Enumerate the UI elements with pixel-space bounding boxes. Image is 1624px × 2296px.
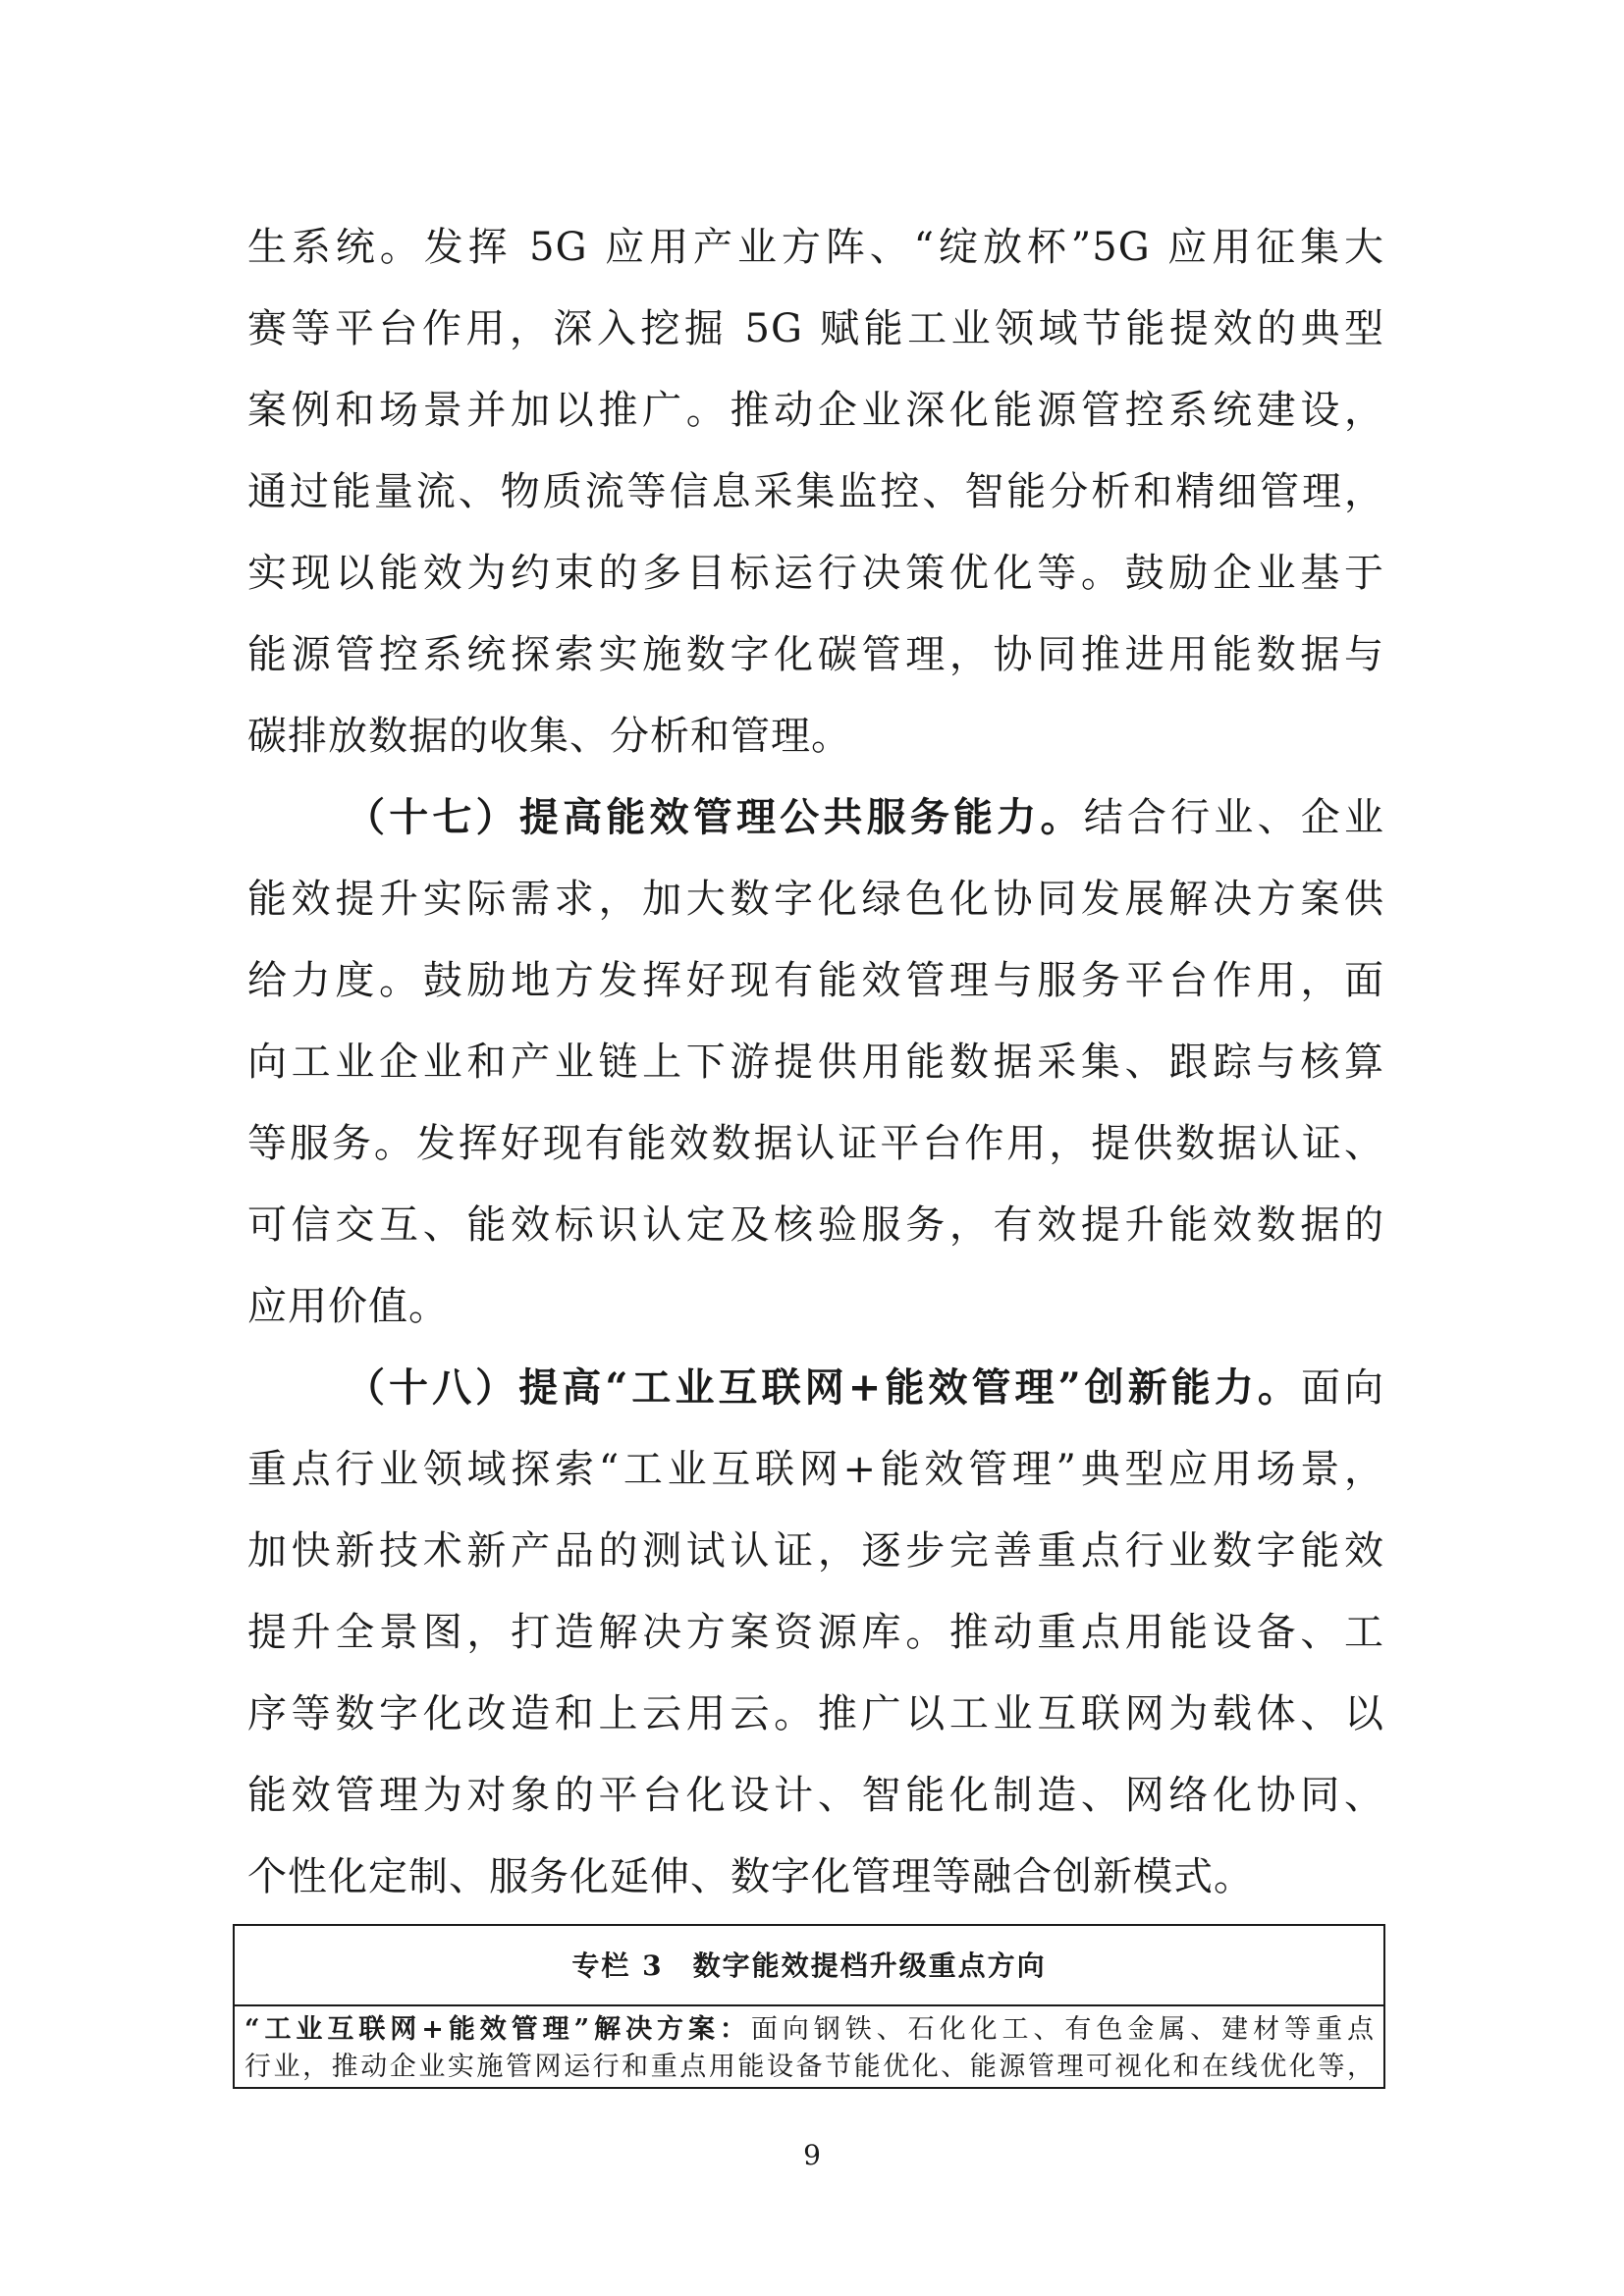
special-column-title: 专栏 3 数字能效提档升级重点方向: [235, 1926, 1383, 2006]
paragraph-1-line-2: 赛等平台作用，深入挖掘 5G 赋能工业领域节能提效的典型: [247, 306, 1384, 351]
special-column-line-1: [244, 2010, 1374, 2050]
paragraph-2-line-4: 向工业企业和产业链上下游提供用能数据采集、跟踪与核算: [247, 1040, 1384, 1085]
paragraph-2-line-3: 给力度。鼓励地方发挥好现有能效管理与服务平台作用，面: [247, 958, 1384, 1003]
section-17-first-line-text: 结合行业、企业: [1083, 795, 1385, 840]
paragraph-2-line-7: 应用价值。: [247, 1284, 449, 1329]
section-18-first-line-text: 面向: [1300, 1365, 1385, 1411]
special-column-item-heading: “工业互联网+能效管理”解决方案：: [244, 2014, 751, 2045]
page-number: 9: [803, 2139, 821, 2171]
paragraph-2-line-2: 能效提升实际需求，加大数字化绿色化协同发展解决方案供: [247, 877, 1384, 922]
paragraph-1-line-6: 能源管控系统探索实施数字化碳管理，协同推进用能数据与: [247, 632, 1384, 677]
paragraph-3-line-1: [346, 1359, 1384, 1417]
special-column-line-2: 行业，推动企业实施管网运行和重点用能设备节能优化、能源管理可视化和在线优化等，: [244, 2052, 1374, 2082]
paragraph-3-line-7: 个性化定制、服务化延伸、数字化管理等融合创新模式。: [247, 1854, 1254, 1899]
section-18-heading: （十八）提高“工业互联网+能效管理”创新能力。: [346, 1364, 1301, 1411]
section-17-heading: （十七）提高能效管理公共服务能力。: [346, 794, 1084, 840]
paragraph-3-line-3: 加快新技术新产品的测试认证，逐步完善重点行业数字能效: [247, 1528, 1384, 1574]
paragraph-1-line-3: 案例和场景并加以推广。推动企业深化能源管控系统建设，: [247, 388, 1384, 433]
paragraph-3-line-5: 序等数字化改造和上云用云。推广以工业互联网为载体、以: [247, 1691, 1384, 1736]
paragraph-2-line-1: [346, 788, 1384, 847]
special-column-box: [233, 1924, 1385, 2089]
paragraph-1-line-1: 生系统。发挥 5G 应用产业方阵、“绽放杯”5G 应用征集大: [247, 225, 1384, 270]
paragraph-3-line-2: 重点行业领域探索“工业互联网+能效管理”典型应用场景，: [247, 1447, 1384, 1492]
paragraph-1-line-5: 实现以能效为约束的多目标运行决策优化等。鼓励企业基于: [247, 551, 1384, 596]
paragraph-2-line-5: 等服务。发挥好现有能效数据认证平台作用，提供数据认证、: [247, 1121, 1384, 1166]
paragraph-1-line-7: 碳排放数据的收集、分析和管理。: [247, 714, 851, 759]
paragraph-3-line-4: 提升全景图，打造解决方案资源库。推动重点用能设备、工: [247, 1610, 1384, 1655]
special-column-item-text: 面向钢铁、石化化工、有色金属、建材等重点: [750, 2014, 1374, 2045]
paragraph-2-line-6: 可信交互、能效标识认定及核验服务，有效提升能效数据的: [247, 1202, 1384, 1248]
paragraph-3-line-6: 能效管理为对象的平台化设计、智能化制造、网络化协同、: [247, 1773, 1384, 1818]
paragraph-1-line-4: 通过能量流、物质流等信息采集监控、智能分析和精细管理，: [247, 469, 1384, 514]
